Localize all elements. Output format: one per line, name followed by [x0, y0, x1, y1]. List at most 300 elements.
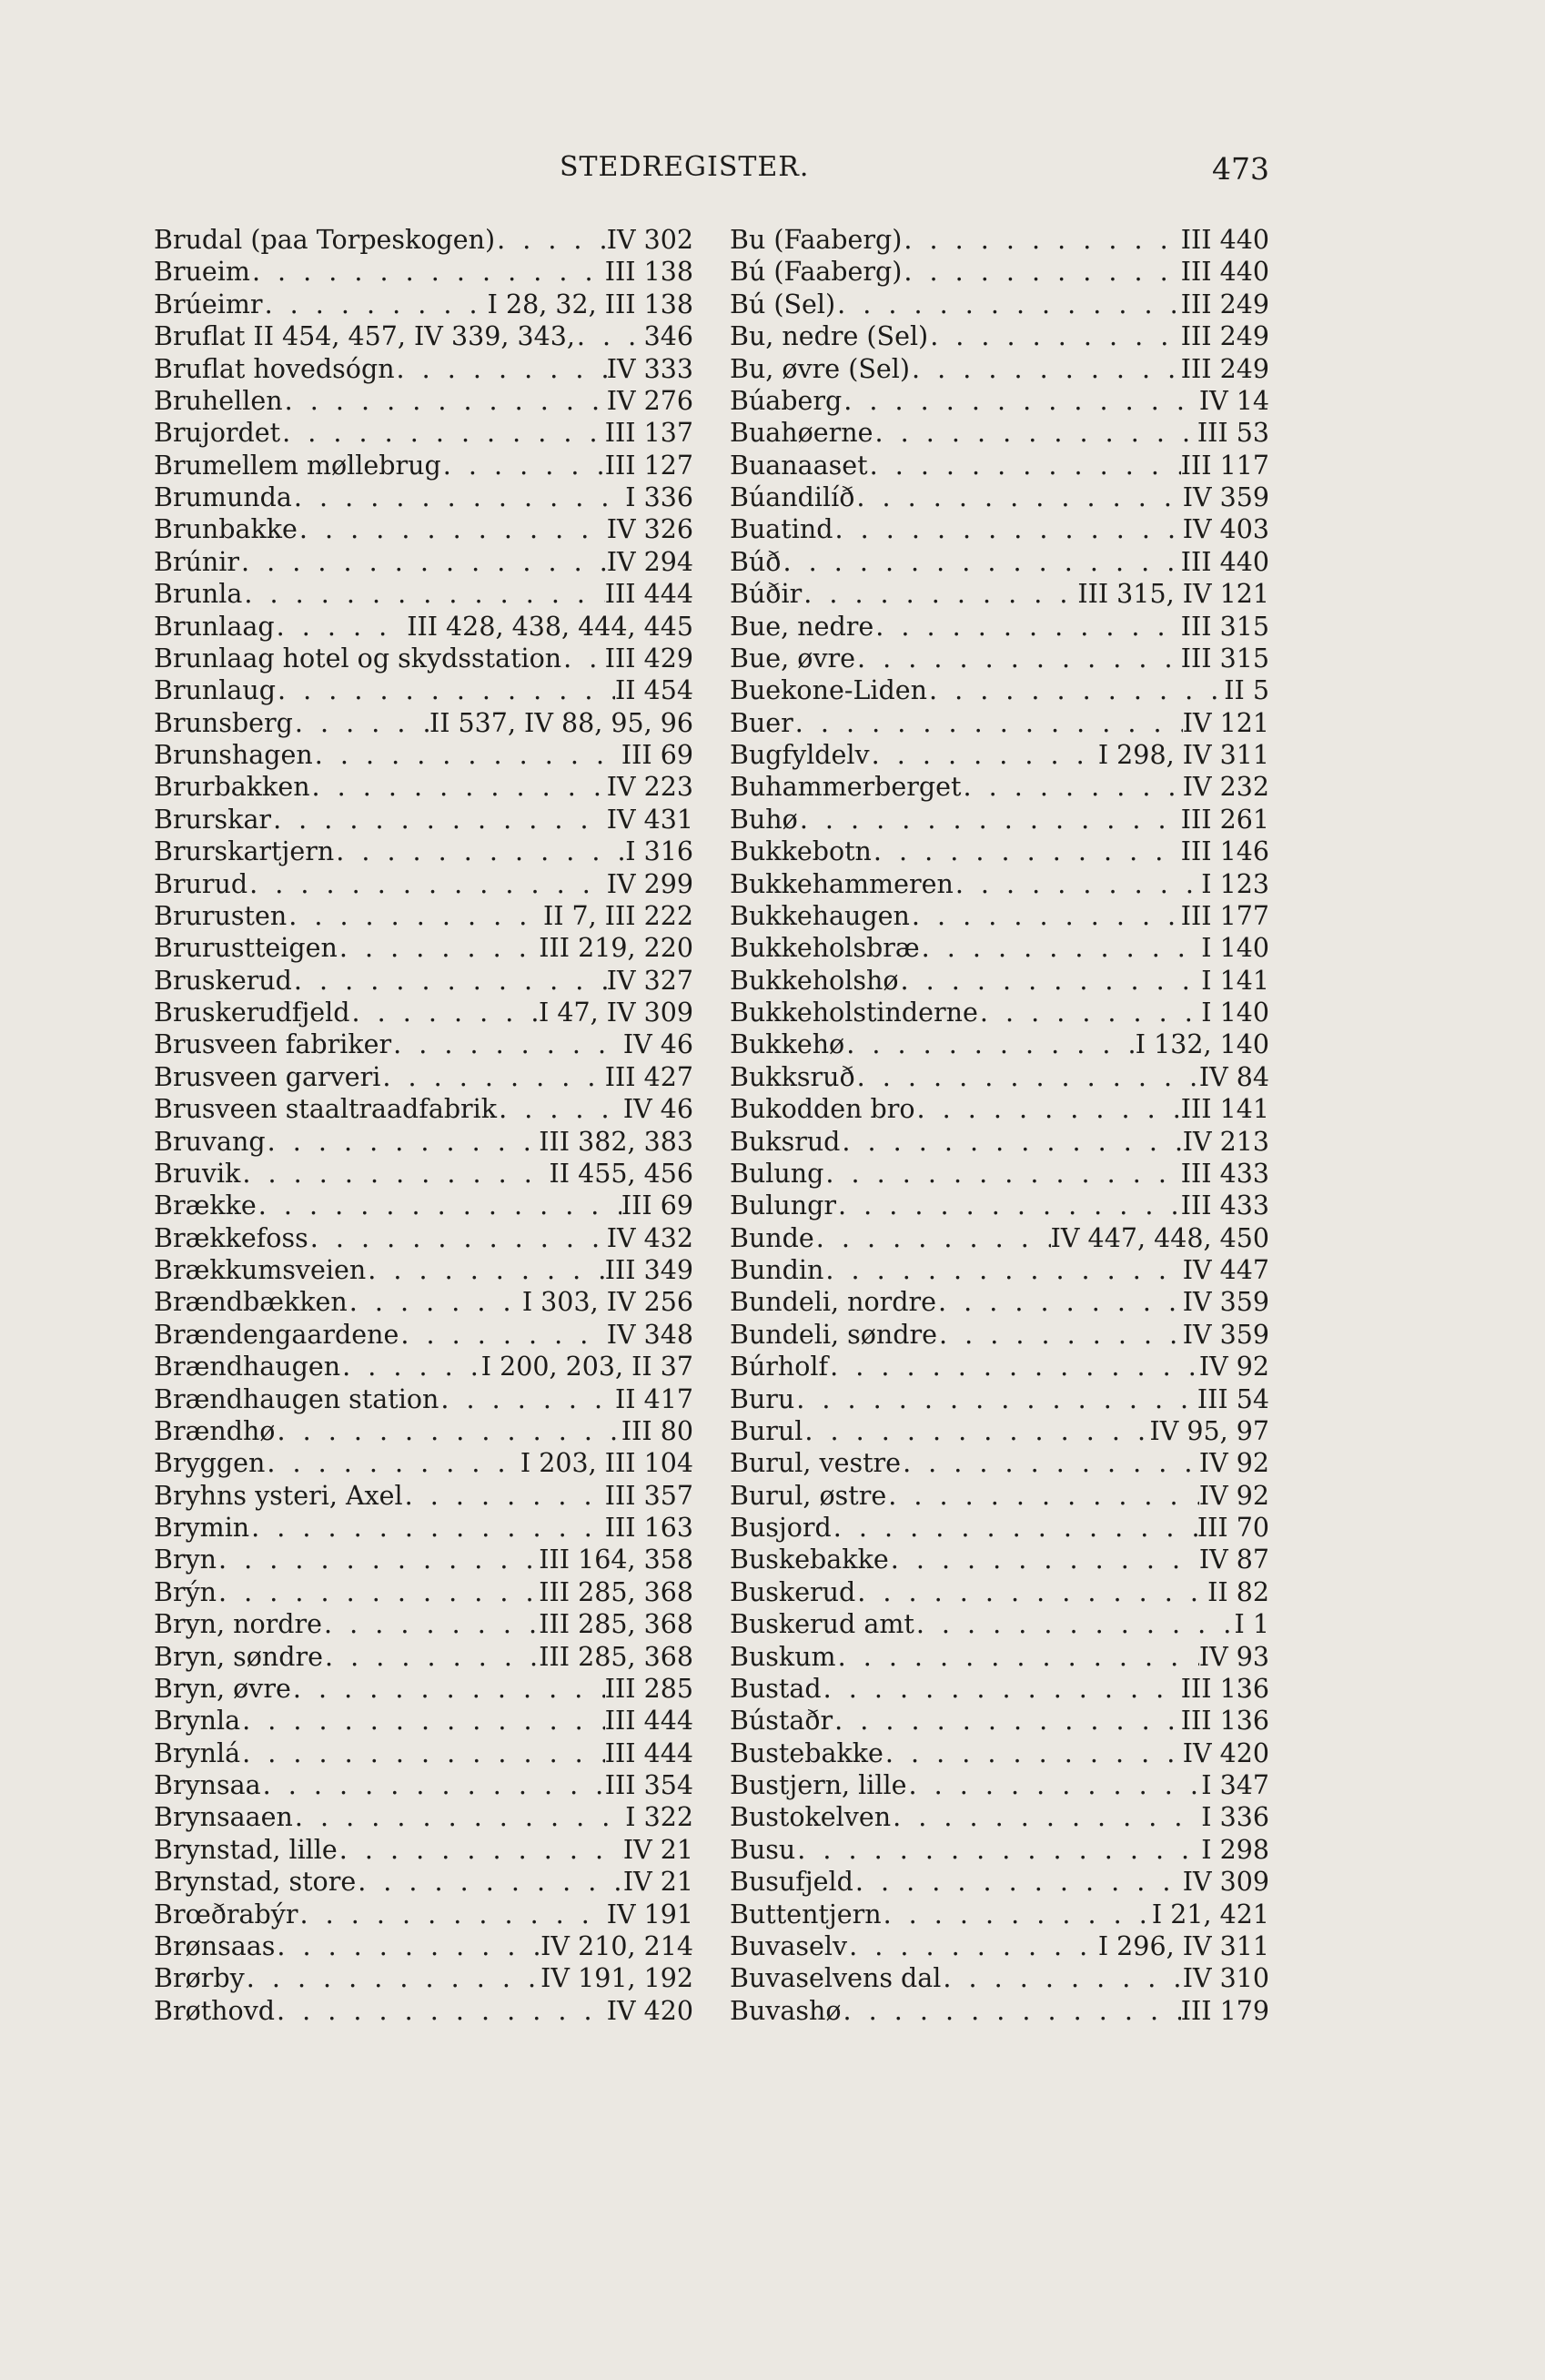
- leader-dots: [366, 1254, 605, 1286]
- index-entry: [154, 1930, 693, 1962]
- leader-dots: [395, 353, 607, 385]
- index-entry: [154, 320, 693, 352]
- leader-dots: [793, 707, 1183, 739]
- entry-reference: III 315: [1180, 643, 1269, 673]
- leader-dots: [920, 932, 1202, 964]
- entry-reference: IV 92: [1198, 1352, 1269, 1382]
- entry-term: Brunlaug: [154, 675, 276, 706]
- leader-dots: [275, 1415, 621, 1447]
- index-entry: [730, 1995, 1269, 2027]
- entry-reference: I 298, IV 311: [1097, 740, 1269, 770]
- entry-term: Buer: [730, 707, 793, 738]
- entry-term: Brurskar: [154, 804, 272, 835]
- leader-dots: [322, 1608, 539, 1640]
- index-entry: [154, 1061, 693, 1093]
- index-entry: [154, 965, 693, 997]
- entry-term: Brøthovd: [154, 1995, 276, 2026]
- entry-reference: III 285, 368: [539, 1641, 693, 1672]
- index-entry: [730, 707, 1269, 739]
- entry-reference: III 146: [1180, 836, 1269, 867]
- entry-term: Brønsaas: [154, 1930, 276, 1961]
- leader-dots: [902, 256, 1180, 288]
- index-entry: [154, 1447, 693, 1479]
- index-entry: [154, 1866, 693, 1898]
- index-entry: [154, 1512, 693, 1544]
- entry-reference: II 82: [1207, 1576, 1269, 1607]
- entry-reference: III 138: [604, 257, 693, 288]
- index-entry: [730, 1383, 1269, 1415]
- leader-dots: [847, 1930, 1098, 1962]
- index-entry: [154, 739, 693, 771]
- entry-reference: IV 403: [1182, 514, 1269, 545]
- entry-term: Brumunda: [154, 482, 292, 512]
- index-entry: [730, 578, 1269, 610]
- index-entry: [154, 804, 693, 836]
- leader-dots: [961, 771, 1182, 803]
- leader-dots: [240, 1158, 549, 1190]
- index-entry: [730, 1061, 1269, 1093]
- entry-term: Buskerud amt: [730, 1609, 914, 1640]
- entry-term: Brunlaag: [154, 611, 275, 642]
- entry-term: Brusveen staaltraadfabrik: [154, 1094, 498, 1125]
- entry-reference: IV 87: [1198, 1544, 1269, 1575]
- leader-dots: [855, 1061, 1199, 1093]
- entry-term: Busjord: [730, 1513, 832, 1543]
- entry-reference: III 315: [1180, 611, 1269, 642]
- index-entry: [730, 771, 1269, 803]
- index-entry: [730, 450, 1269, 481]
- entry-term: Bunde: [730, 1222, 814, 1253]
- entry-term: Brændhø: [154, 1415, 276, 1446]
- entry-reference: II 537, IV 88, 95, 96: [429, 707, 693, 738]
- leader-dots: [823, 1158, 1180, 1190]
- entry-term: Buhammerberget: [730, 772, 962, 803]
- index-entry: [154, 868, 693, 900]
- index-entry: [730, 224, 1269, 256]
- entry-term: Búðir: [730, 579, 803, 610]
- entry-term: Bukkeholstinderne: [730, 998, 978, 1028]
- leader-dots: [350, 997, 539, 1028]
- entry-reference: III 285: [604, 1673, 693, 1704]
- entry-reference: II 7, III 222: [542, 900, 693, 931]
- index-entry: [154, 1222, 693, 1254]
- leader-dots: [380, 1061, 604, 1093]
- leader-dots: [217, 1544, 539, 1575]
- entry-reference: III 433: [1180, 1190, 1269, 1221]
- index-entry: [730, 739, 1269, 771]
- entry-term: Bukkehammeren: [730, 868, 954, 899]
- index-entry: [154, 1801, 693, 1833]
- entry-term: Brurusten: [154, 900, 288, 931]
- index-entry: [154, 1995, 693, 2027]
- index-entry: [154, 997, 693, 1028]
- leader-dots: [280, 417, 605, 449]
- entry-term: Bustebakke: [730, 1737, 884, 1768]
- entry-term: Brymin: [154, 1513, 250, 1543]
- leader-dots: [855, 643, 1181, 674]
- index-entry: [154, 1126, 693, 1158]
- entry-reference: I 203, III 104: [520, 1448, 693, 1479]
- entry-reference: III 444: [604, 1737, 693, 1768]
- entry-reference: III 357: [604, 1480, 693, 1511]
- entry-reference: IV 95, 97: [1149, 1415, 1269, 1446]
- entry-term: Bryn: [154, 1544, 217, 1575]
- entry-reference: III 285, 368: [539, 1609, 693, 1640]
- entry-term: Bustokelven: [730, 1802, 892, 1833]
- leader-dots: [293, 1801, 625, 1833]
- entry-term: Brurustteigen: [154, 933, 338, 964]
- leader-dots: [561, 643, 605, 674]
- index-entry: [730, 1028, 1269, 1060]
- entry-reference: IV 223: [606, 772, 693, 803]
- leader-dots: [310, 771, 607, 803]
- entry-reference: III 141: [1180, 1094, 1269, 1125]
- entry-term: Buahøerne: [730, 418, 873, 449]
- leader-dots: [292, 965, 607, 997]
- entry-term: Buatind: [730, 514, 833, 545]
- index-entry: [154, 1673, 693, 1705]
- entry-reference: IV 232: [1182, 772, 1269, 803]
- entry-reference: I 141: [1201, 965, 1269, 996]
- entry-reference: IV 210, 214: [540, 1930, 693, 1961]
- entry-term: Bundeli, søndre: [730, 1319, 937, 1350]
- entry-term: Bruvang: [154, 1126, 266, 1157]
- leader-dots: [832, 1512, 1197, 1544]
- index-entry: [730, 1319, 1269, 1351]
- index-entry: [154, 1641, 693, 1673]
- entry-reference: III 261: [1180, 804, 1269, 835]
- index-entry: [730, 1093, 1269, 1125]
- leader-dots: [391, 1028, 623, 1060]
- entry-reference: IV 447: [1182, 1255, 1269, 1285]
- leader-dots: [822, 1673, 1181, 1705]
- index-entry: [730, 932, 1269, 964]
- entry-term: Bryn, nordre: [154, 1609, 323, 1640]
- leader-dots: [833, 513, 1182, 545]
- index-entry: [730, 1705, 1269, 1737]
- running-head: STEDREGISTER.: [560, 151, 810, 183]
- index-entry: [730, 1544, 1269, 1575]
- entry-term: Brúeimr: [154, 289, 263, 319]
- entry-reference: IV 359: [1182, 1319, 1269, 1350]
- index-entry: [154, 1608, 693, 1640]
- index-entry: [154, 1899, 693, 1930]
- leader-dots: [287, 900, 543, 932]
- index-entry: [154, 1158, 693, 1190]
- entry-reference: IV 191, 192: [540, 1963, 693, 1994]
- entry-term: Brueim: [154, 257, 250, 288]
- leader-dots: [575, 320, 644, 352]
- leader-dots: [298, 1899, 607, 1930]
- entry-reference: III 249: [1180, 353, 1269, 384]
- entry-term: Buskebakke: [730, 1544, 889, 1575]
- index-entry: [730, 674, 1269, 706]
- leader-dots: [795, 1834, 1201, 1866]
- entry-reference: I 303, IV 256: [521, 1287, 693, 1318]
- entry-reference: III 137: [604, 418, 693, 449]
- leader-dots: [340, 1351, 481, 1382]
- entry-reference: IV 121: [1182, 707, 1269, 738]
- entry-reference: IV 93: [1198, 1641, 1269, 1672]
- leader-dots: [872, 836, 1181, 867]
- entry-reference: III 69: [621, 740, 693, 770]
- entry-term: Bulung: [730, 1158, 824, 1189]
- leader-dots: [833, 1705, 1181, 1737]
- entry-term: Brýn: [154, 1576, 217, 1607]
- entry-term: Búð: [730, 546, 782, 577]
- leader-dots: [823, 1254, 1182, 1286]
- entry-term: Buvaselvens dal: [730, 1963, 942, 1994]
- entry-term: Bundin: [730, 1255, 824, 1285]
- index-entry: [154, 578, 693, 610]
- index-entry: [730, 1351, 1269, 1382]
- index-entry: [154, 1834, 693, 1866]
- index-entry: [730, 1576, 1269, 1608]
- entry-reference: III 54: [1197, 1383, 1269, 1414]
- entry-term: Bruflat II 454, 457, IV 339, 343,: [154, 321, 575, 352]
- index-column-left: [154, 224, 693, 2027]
- leader-dots: [910, 353, 1181, 385]
- leader-dots: [937, 1319, 1183, 1351]
- entry-term: Brændengaardene: [154, 1319, 399, 1350]
- index-entry: [154, 513, 693, 545]
- entry-reference: III 163: [604, 1513, 693, 1543]
- leader-dots: [497, 1093, 623, 1125]
- entry-term: Bruskerud: [154, 965, 292, 996]
- index-entry: [730, 1126, 1269, 1158]
- leader-dots: [910, 900, 1181, 932]
- entry-reference: IV 294: [606, 546, 693, 577]
- index-entry: [154, 1576, 693, 1608]
- entry-reference: IV 327: [606, 965, 693, 996]
- index-entry: [154, 289, 693, 320]
- leader-dots: [844, 1028, 1136, 1060]
- index-entry: [730, 1930, 1269, 1962]
- entry-term: Brunbakke: [154, 514, 298, 545]
- leader-dots: [814, 1222, 1051, 1254]
- entry-reference: IV 84: [1198, 1061, 1269, 1092]
- leader-dots: [854, 481, 1182, 513]
- index-entry: [730, 353, 1269, 385]
- entry-term: Bryn, øvre: [154, 1673, 291, 1704]
- entry-term: Brurskartjern: [154, 836, 335, 867]
- leader-dots: [842, 385, 1199, 417]
- leader-dots: [291, 1673, 605, 1705]
- index-entry: [154, 900, 693, 932]
- index-entry: [154, 546, 693, 578]
- entry-reference: III 179: [1180, 1995, 1269, 2026]
- page-header: [0, 151, 1545, 197]
- entry-reference: I 140: [1201, 933, 1269, 964]
- entry-term: Búaberg: [730, 385, 843, 416]
- leader-dots: [245, 1962, 540, 1994]
- leader-dots: [798, 804, 1181, 836]
- entry-reference: III 80: [621, 1415, 693, 1446]
- entry-term: Buekone-Liden: [730, 675, 927, 706]
- leader-dots: [263, 289, 488, 320]
- entry-reference: IV 447, 448, 450: [1050, 1222, 1269, 1253]
- leader-dots: [873, 417, 1197, 449]
- index-entry: [154, 353, 693, 385]
- leader-dots: [323, 1641, 539, 1673]
- entry-term: Brúnir: [154, 546, 240, 577]
- entry-reference: III 53: [1197, 418, 1269, 449]
- entry-term: Brynla: [154, 1706, 241, 1737]
- entry-reference: IV 420: [1182, 1737, 1269, 1768]
- index-entry: [730, 417, 1269, 449]
- entry-term: Brørby: [154, 1963, 245, 1994]
- index-entry: [154, 611, 693, 643]
- entry-term: Buanaaset: [730, 450, 868, 481]
- entry-term: Bukkehaugen: [730, 900, 910, 931]
- entry-reference: IV 310: [1182, 1963, 1269, 1994]
- entry-reference: III 249: [1180, 289, 1269, 319]
- entry-reference: IV 359: [1182, 1287, 1269, 1318]
- entry-reference: I 21, 421: [1151, 1899, 1269, 1929]
- leader-dots: [275, 611, 408, 643]
- entry-reference: I 322: [625, 1802, 693, 1833]
- leader-dots: [308, 1222, 607, 1254]
- entry-reference: III 382, 383: [539, 1126, 693, 1157]
- entry-term: Brusveen fabriker: [154, 1029, 392, 1060]
- page-number: 473: [1212, 151, 1269, 187]
- entry-reference: III 69: [621, 1190, 693, 1221]
- leader-dots: [265, 1447, 520, 1479]
- entry-term: Bukkehø: [730, 1029, 845, 1060]
- entry-reference: IV 21: [622, 1834, 693, 1865]
- leader-dots: [283, 385, 607, 417]
- entry-term: Búandilíð: [730, 482, 855, 512]
- index-entry: [154, 1190, 693, 1221]
- entry-term: Brækkefoss: [154, 1222, 308, 1253]
- entry-term: Bu, øvre (Sel): [730, 353, 910, 384]
- index-entry: [154, 643, 693, 674]
- entry-term: Brunlaag hotel og skydsstation: [154, 643, 562, 673]
- entry-term: Brurbakken: [154, 772, 310, 803]
- entry-reference: IV 14: [1198, 385, 1269, 416]
- entry-term: Bú (Sel): [730, 289, 836, 319]
- index-entry: [154, 707, 693, 739]
- index-entry: [730, 611, 1269, 643]
- index-entry: [154, 1286, 693, 1318]
- entry-term: Bryhns ysteri, Axel: [154, 1480, 403, 1511]
- leader-dots: [884, 1737, 1183, 1769]
- entry-term: Brækkumsveien: [154, 1255, 367, 1285]
- leader-dots: [928, 320, 1181, 352]
- leader-dots: [914, 1608, 1235, 1640]
- entry-term: Bu (Faaberg): [730, 225, 903, 255]
- index-entry: [154, 385, 693, 417]
- index-entry: [730, 868, 1269, 900]
- index-entry: [154, 1254, 693, 1286]
- entry-reference: IV 46: [622, 1094, 693, 1125]
- index-entry: [730, 804, 1269, 836]
- entry-term: Búrholf: [730, 1352, 829, 1382]
- leader-dots: [266, 1126, 540, 1158]
- leader-dots: [835, 289, 1181, 320]
- leader-dots: [399, 1319, 606, 1351]
- leader-dots: [403, 1480, 605, 1512]
- index-entry: [730, 1480, 1269, 1512]
- leader-dots: [803, 1415, 1149, 1447]
- entry-reference: III 444: [604, 1706, 693, 1737]
- entry-reference: IV 302: [606, 225, 693, 255]
- index-entry: [154, 674, 693, 706]
- entry-reference: 346: [643, 321, 693, 352]
- leader-dots: [781, 546, 1180, 578]
- index-entry: [730, 643, 1269, 674]
- index-entry: [730, 546, 1269, 578]
- index-entry: [730, 1254, 1269, 1286]
- entry-reference: III 428, 438, 444, 445: [407, 611, 693, 642]
- entry-reference: III 219, 220: [539, 933, 693, 964]
- index-entry: [154, 1737, 693, 1769]
- leader-dots: [891, 1801, 1201, 1833]
- leader-dots: [292, 481, 625, 513]
- entry-reference: IV 46: [622, 1029, 693, 1060]
- entry-term: Bryn, søndre: [154, 1641, 324, 1672]
- entry-term: Buttentjern: [730, 1899, 882, 1929]
- entry-term: Bustad: [730, 1673, 822, 1704]
- leader-dots: [840, 1126, 1182, 1158]
- entry-term: Buksrud: [730, 1126, 841, 1157]
- entry-term: Bruskerudfjeld: [154, 998, 350, 1028]
- index-entry: [154, 1544, 693, 1575]
- entry-term: Burul, vestre: [730, 1448, 902, 1479]
- leader-dots: [842, 1995, 1181, 2027]
- entry-reference: IV 309: [1182, 1867, 1269, 1898]
- index-entry: [154, 1351, 693, 1382]
- leader-dots: [978, 997, 1201, 1028]
- index-entry: [730, 1866, 1269, 1898]
- entry-reference: I 123: [1201, 868, 1269, 899]
- entry-reference: I 296, IV 311: [1097, 1930, 1269, 1961]
- index-entry: [154, 1383, 693, 1415]
- entry-reference: I 298: [1201, 1834, 1269, 1865]
- entry-term: Busu: [730, 1834, 796, 1865]
- leader-dots: [836, 1641, 1199, 1673]
- entry-term: Bruvik: [154, 1158, 241, 1189]
- index-entry: [154, 1705, 693, 1737]
- index-entry: [730, 256, 1269, 288]
- index-entry: [730, 1222, 1269, 1254]
- entry-reference: IV 432: [606, 1222, 693, 1253]
- entry-reference: I 316: [625, 836, 693, 867]
- entry-reference: IV 276: [606, 385, 693, 416]
- leader-dots: [356, 1866, 623, 1898]
- entry-term: Buru: [730, 1383, 795, 1414]
- index-entry: [154, 1093, 693, 1125]
- index-entry: [154, 417, 693, 449]
- entry-reference: III 315, IV 121: [1077, 579, 1269, 610]
- leader-dots: [828, 1351, 1199, 1382]
- leader-dots: [853, 1866, 1183, 1898]
- entry-reference: IV 92: [1198, 1448, 1269, 1479]
- index-entry: [730, 320, 1269, 352]
- entry-term: Brække: [154, 1190, 257, 1221]
- entry-reference: III 440: [1180, 225, 1269, 255]
- entry-reference: IV 348: [606, 1319, 693, 1350]
- leader-dots: [240, 1705, 605, 1737]
- entry-term: Bulungr: [730, 1190, 836, 1221]
- entry-reference: IV 213: [1182, 1126, 1269, 1157]
- index-entry: [154, 1480, 693, 1512]
- entry-reference: III 349: [604, 1255, 693, 1285]
- entry-reference: I 1: [1234, 1609, 1269, 1640]
- entry-term: Buvashø: [730, 1995, 842, 2026]
- entry-term: Brynstad, lille: [154, 1834, 338, 1865]
- entry-term: Bruflat hovedsógn: [154, 353, 395, 384]
